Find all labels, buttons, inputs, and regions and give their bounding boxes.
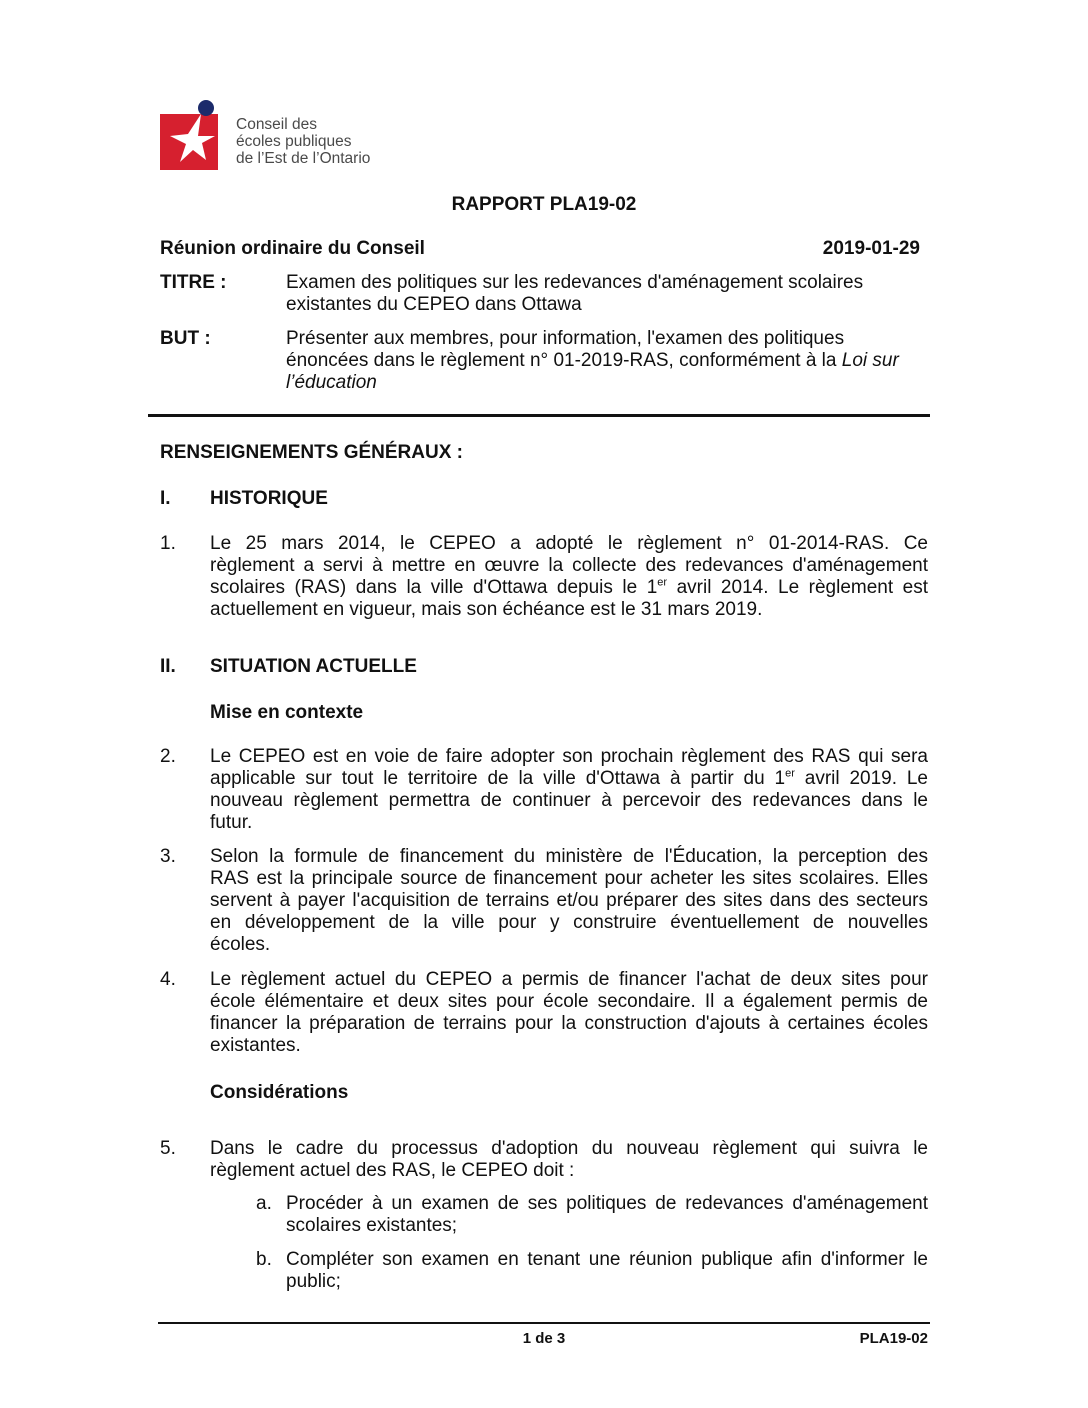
- titre-line: existantes du CEPEO dans Ottawa: [286, 294, 582, 315]
- meeting-date: 2019-01-29: [822, 238, 920, 259]
- but-line: Présenter aux membres, pour information, l'examen des politiques: [286, 328, 845, 349]
- list-letter: b.: [256, 1249, 272, 1270]
- paragraph-line: nouveau règlement permettra de continuer à percevoir des redevances dans le: [210, 790, 928, 811]
- paragraph-line: règlement a servi à mettre en œuvre la collecte des redevances d'aménagement: [210, 555, 928, 576]
- paragraph-line: [210, 577, 928, 599]
- paragraph-line: écoles.: [210, 934, 271, 955]
- section-title: SITUATION ACTUELLE: [210, 656, 417, 677]
- paragraph-line: Dans le cadre du processus d'adoption du nouveau règlement qui suivra le: [210, 1138, 928, 1159]
- footer-divider: [158, 1322, 930, 1324]
- list-item-line: Compléter son examen en tenant une réunion publique afin d'informer le: [286, 1249, 928, 1270]
- list-item-line: public;: [286, 1271, 341, 1292]
- paragraph-line: école élémentaire et deux sites pour école secondaire. Il a également permis de: [210, 991, 928, 1012]
- but-label: BUT :: [160, 328, 211, 349]
- section-number: II.: [160, 656, 176, 677]
- but-law-name: l’éducation: [286, 372, 377, 393]
- paragraph-line: RAS est la principale source de financement pour acheter les sites scolaires. Elles: [210, 868, 928, 889]
- subsection-heading: Considérations: [210, 1082, 349, 1103]
- cepeo-logo-icon: [160, 100, 232, 172]
- paragraph-line: servent à payer l'acquisition de terrains et/ou préparer des sites dans des secteurs: [210, 890, 928, 911]
- line-text: applicable sur tout le territoire de la ville d'Ottawa à partir du 1: [210, 768, 786, 789]
- paragraph-line: futur.: [210, 812, 253, 833]
- paragraph-line: [210, 768, 928, 790]
- report-reference: PLA19-02: [859, 1330, 928, 1347]
- logo-line: Conseil des: [236, 116, 317, 133]
- report-title: RAPPORT PLA19-02: [451, 194, 637, 215]
- page-number: 1 de 3: [522, 1330, 566, 1347]
- paragraph-line: Le règlement actuel du CEPEO a permis de financer l'achat de deux sites pour: [210, 969, 928, 990]
- subsection-heading: Mise en contexte: [210, 702, 364, 723]
- line-text: avril 2019. Le: [794, 768, 929, 789]
- section-number: I.: [160, 488, 171, 509]
- titre-label: TITRE :: [160, 272, 227, 293]
- but-line: [286, 350, 899, 372]
- but-text: énoncées dans le règlement n° 01-2019-RAS, conformément à la: [286, 350, 837, 371]
- but-law-name: Loi sur: [841, 350, 899, 371]
- line-text: scolaires (RAS) dans la ville d'Ottawa depuis le 1: [210, 577, 658, 598]
- paragraph-line: Le CEPEO est en voie de faire adopter son prochain règlement des RAS qui sera: [210, 746, 928, 767]
- paragraph-line: en développement de la ville pour y construire éventuellement de nouvelles: [210, 912, 928, 933]
- list-letter: a.: [256, 1193, 272, 1214]
- line-text: avril 2014. Le règlement est: [667, 577, 928, 598]
- logo-line: de l’Est de l’Ontario: [236, 150, 371, 167]
- paragraph-line: financer la préparation de terrains pour la construction d'ajouts à certaines écoles: [210, 1013, 928, 1034]
- paragraph-line: actuellement en vigueur, mais son échéance est le 31 mars 2019.: [210, 599, 763, 620]
- section-title: HISTORIQUE: [210, 488, 328, 509]
- paragraph-number: 5.: [160, 1138, 176, 1159]
- ordinal-sup: er: [785, 767, 795, 780]
- meeting-type: Réunion ordinaire du Conseil: [160, 238, 425, 259]
- header-divider: [148, 414, 930, 417]
- paragraph-number: 2.: [160, 746, 176, 767]
- paragraph-line: Selon la formule de financement du ministère de l'Éducation, la perception des: [210, 846, 928, 867]
- cepeo-logo: [160, 100, 400, 172]
- paragraph-line: Le 25 mars 2014, le CEPEO a adopté le règlement n° 01-2014-RAS. Ce: [210, 533, 928, 554]
- but-line: [286, 372, 377, 394]
- paragraph-line: existantes.: [210, 1035, 301, 1056]
- general-heading: RENSEIGNEMENTS GÉNÉRAUX :: [160, 442, 463, 463]
- list-item-line: Procéder à un examen de ses politiques de redevances d'aménagement: [286, 1193, 928, 1214]
- ordinal-sup: er: [657, 576, 668, 589]
- list-item-line: scolaires existantes;: [286, 1215, 458, 1236]
- paragraph-number: 1.: [160, 533, 176, 554]
- paragraph-number: 4.: [160, 969, 176, 990]
- paragraph-number: 3.: [160, 846, 176, 867]
- logo-line: écoles publiques: [236, 133, 352, 150]
- logo-wordmark: [236, 116, 370, 167]
- titre-line: Examen des politiques sur les redevances d'aménagement scolaires: [286, 272, 864, 293]
- paragraph-line: règlement actuel des RAS, le CEPEO doit :: [210, 1160, 575, 1181]
